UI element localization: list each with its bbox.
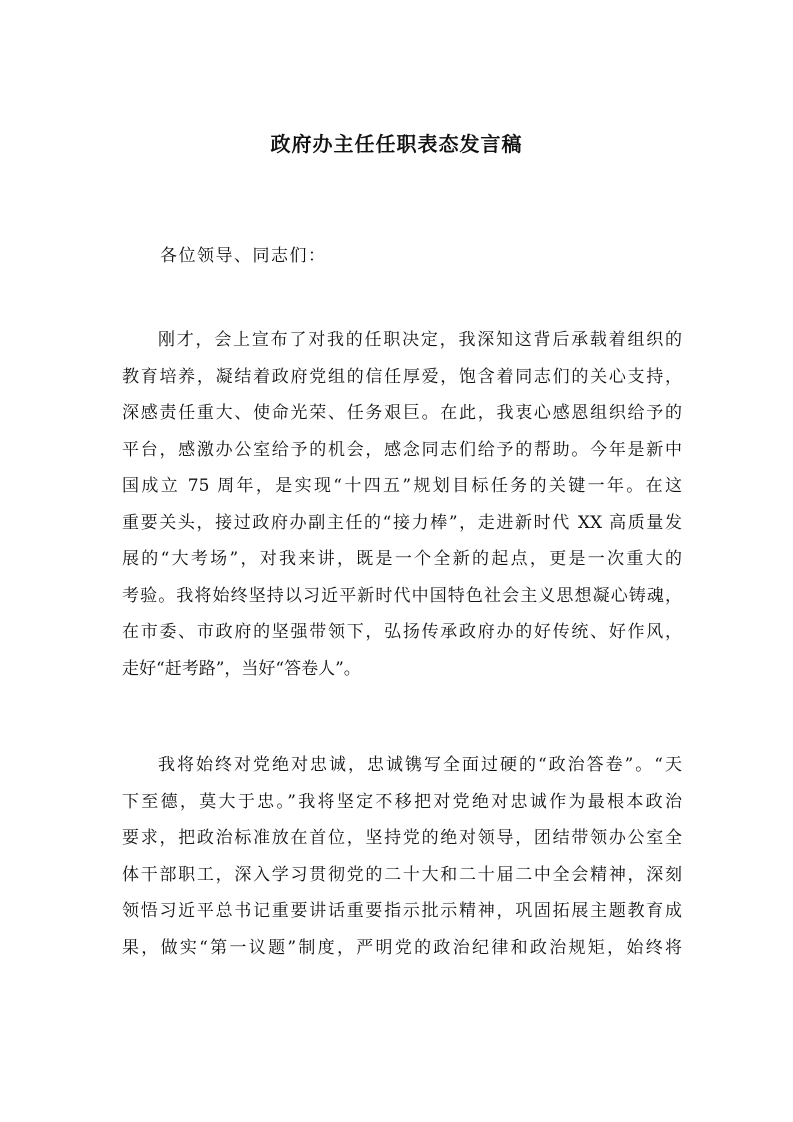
paragraph-line: 国成立 75 周年，是实现“十四五”规划目标任务的关键一年。在这	[122, 476, 682, 496]
paragraph-line: 下至德，莫大于忠。”我将坚定不移把对党绝对忠诚作为最根本政治	[122, 791, 682, 812]
paragraph-line: 领悟习近平总书记重要讲话重要指示批示精神，巩固拓展主题教育成	[122, 901, 682, 921]
paragraph-line: 平台，感激办公室给予的机会，感念同志们给予的帮助。今年是新中	[122, 439, 682, 460]
salutation: 各位领导、同志们：	[160, 246, 327, 266]
paragraph-line: 展的“大考场”，对我来讲，既是一个全新的起点，更是一次重大的	[122, 549, 682, 569]
paragraph-line: 果，做实“第一议题”制度，严明党的政治纪律和政治规矩，始终将	[122, 937, 682, 958]
paragraph-line: 在市委、市政府的坚强带领下，弘扬传承政府办的好传统、好作风，	[122, 622, 682, 642]
paragraph-line: 教育培养，凝结着政府党组的信任厚爱，饱含着同志们的关心支持，	[122, 366, 682, 387]
paragraph-line: 我将始终对党绝对忠诚，忠诚镌写全面过硬的“政治答卷”。“天	[158, 755, 682, 775]
paragraph-2	[122, 747, 682, 966]
paragraph-line: 深感责任重大、使命光荣、任务艰巨。在此，我衷心感恩组织给予的	[122, 403, 682, 423]
paragraph-line: 刚才，会上宣布了对我的任职决定，我深知这背后承载着组织的	[158, 330, 682, 350]
paragraph-line: 重要关头，接过政府办副主任的“接力棒”，走进新时代 XX 高质量发	[122, 512, 682, 533]
document-title: 政府办主任任职表态发言稿	[270, 132, 523, 156]
paragraph-line: 走好“赶考路”，当好“答卷人”。	[122, 658, 361, 679]
paragraph-line: 要求，把政治标准放在首位，坚持党的绝对领导，团结带领办公室全	[122, 828, 682, 848]
paragraph-line: 考验。我将始终坚持以习近平新时代中国特色社会主义思想凝心铸魂，	[122, 585, 682, 606]
paragraph-line: 体干部职工，深入学习贯彻党的二十大和二十届二中全会精神，深刻	[122, 864, 682, 885]
paragraph-1	[122, 322, 682, 687]
